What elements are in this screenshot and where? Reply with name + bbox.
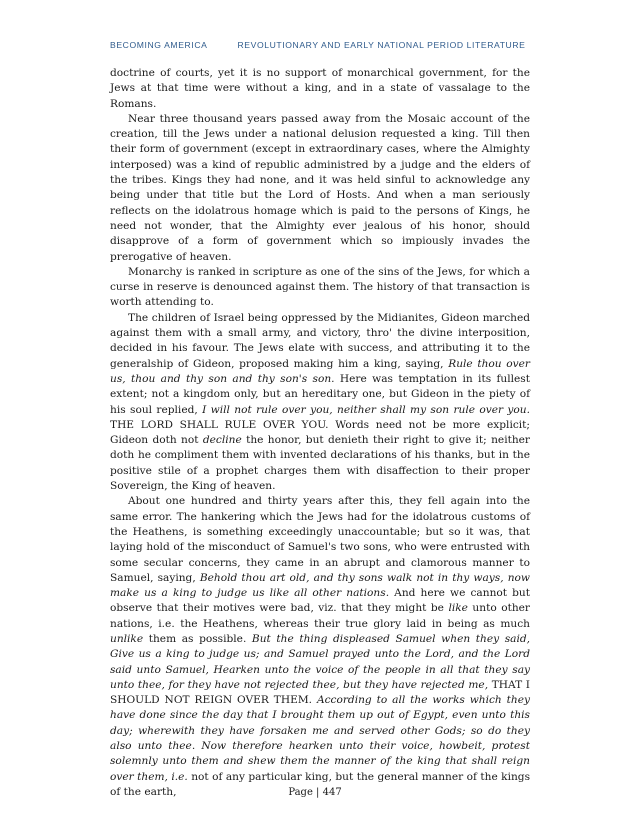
text-run: About one hundred and thirty years after this, they fell again into the same error. The hankering which the Jews had for the idolatrous customs of the Heathens, is something exceedingly unaccountable; but so it was, that laying hold of the misconduct of Samuel's two sons, who were entrusted with some secular concerns, they came in an abrupt and clamorous manner to Samuel, saying, xyxy=(110,495,530,584)
italic-text: Rule thou over us, thou and thy son and thy son's son. xyxy=(110,357,530,385)
paragraph xyxy=(110,494,530,800)
text-run: doctrine of courts, yet it is no support of monarchical government, for the Jews at that time were without a king, and in a state of vassalage to the Romans. xyxy=(110,67,530,110)
header-section: REVOLUTIONARY AND EARLY NATIONAL PERIOD LITERATURE xyxy=(237,40,526,50)
text-run: Near three thousand years passed away from the Mosaic account of the creation, till the Jews under a national delusion requested a king. Till then their form of government (except in extraordinary cases, where the Almighty interposed) was a kind of republic administred by a judge and the elders of the tribes. Kings they had none, and it was held sinful to acknowledge any being under that title but the Lord of Hosts. And when a man seriously reflects on the idolatrous homage which is paid to the persons of Kings, he need not wonder, that the Almighty ever jealous of his honor, should disapprove of a form of government which so impiously invades the prerogative of heaven. xyxy=(110,112,530,263)
text-run: THE LORD SHALL RULE OVER YOU. Words need not be more explicit; Gideon doth not xyxy=(110,418,530,447)
text-run: unto other nations, i.e. the Heathens, whereas their true glory laid in being as much xyxy=(110,602,530,630)
header-collection: BECOMING AMERICA xyxy=(110,40,208,50)
italic-text: I will not rule over you, neither shall my son rule over you. xyxy=(202,403,530,416)
text-run: not of any particular king, but the general manner of the kings of the earth, xyxy=(110,770,531,798)
text-run: Here was temptation in its fullest extent; not a kingdom only, but an hereditary one, but Gideon in the piety of his soul replied, xyxy=(110,372,530,416)
text-run: Monarchy is ranked in scripture as one of the sins of the Jews, for which a curse in reserve is denounced against them. The history of that transaction is worth attending to. xyxy=(110,265,530,309)
text-run: The children of Israel being oppressed by the Midianites, Gideon marched against them with a small army, and victory, thro' the divine interposition, decided in his favour. The Jews elate with success, and attributing it to the generalship of Gideon, proposed making him a king, saying, xyxy=(110,311,530,370)
italic-text: According to all the works which they have done since the day that I brought them up out of Egypt, even unto this day; wherewith they have forsaken me and served other Gods; so do they also unto thee. Now therefore hearken unto their voice, howbeit, protest solemnly unto them and shew them the manner of the king that shall reign over them, i.e. xyxy=(110,694,530,783)
body-text xyxy=(110,66,530,800)
text-run: THAT I SHOULD NOT REIGN OVER THEM. xyxy=(110,678,530,707)
paragraph xyxy=(110,311,530,495)
page-number: Page | 447 xyxy=(288,787,342,798)
paragraph xyxy=(110,66,530,112)
running-header xyxy=(110,40,530,50)
paragraph xyxy=(110,265,530,311)
italic-text: unlike xyxy=(110,632,144,645)
text-run: And here we cannot but observe that their motives were bad, viz. that they might be xyxy=(110,587,530,615)
italic-text: But the thing displeased Samuel when they said, Give us a king to judge us; and Samuel prayed unto the Lord, and the Lord said unto Samuel, Hearken unto the voice of the people in all that they say unto thee, for they have not rejected thee, but they have rejected me, xyxy=(110,632,530,691)
italic-text: decline xyxy=(202,434,242,447)
text-run: them as possible. xyxy=(143,632,252,645)
italic-text: Behold thou art old, and thy sons walk not in thy ways, now make us a king to judge us like all other nations. xyxy=(110,571,530,600)
paragraph xyxy=(110,112,530,265)
text-run: the honor, but denieth their right to give it; neither doth he compliment them with invented declarations of his thanks, but in the positive stile of a prophet charges them with disaffection to their proper Sovereign, the King of heaven. xyxy=(110,434,530,493)
italic-text: like xyxy=(448,602,468,615)
